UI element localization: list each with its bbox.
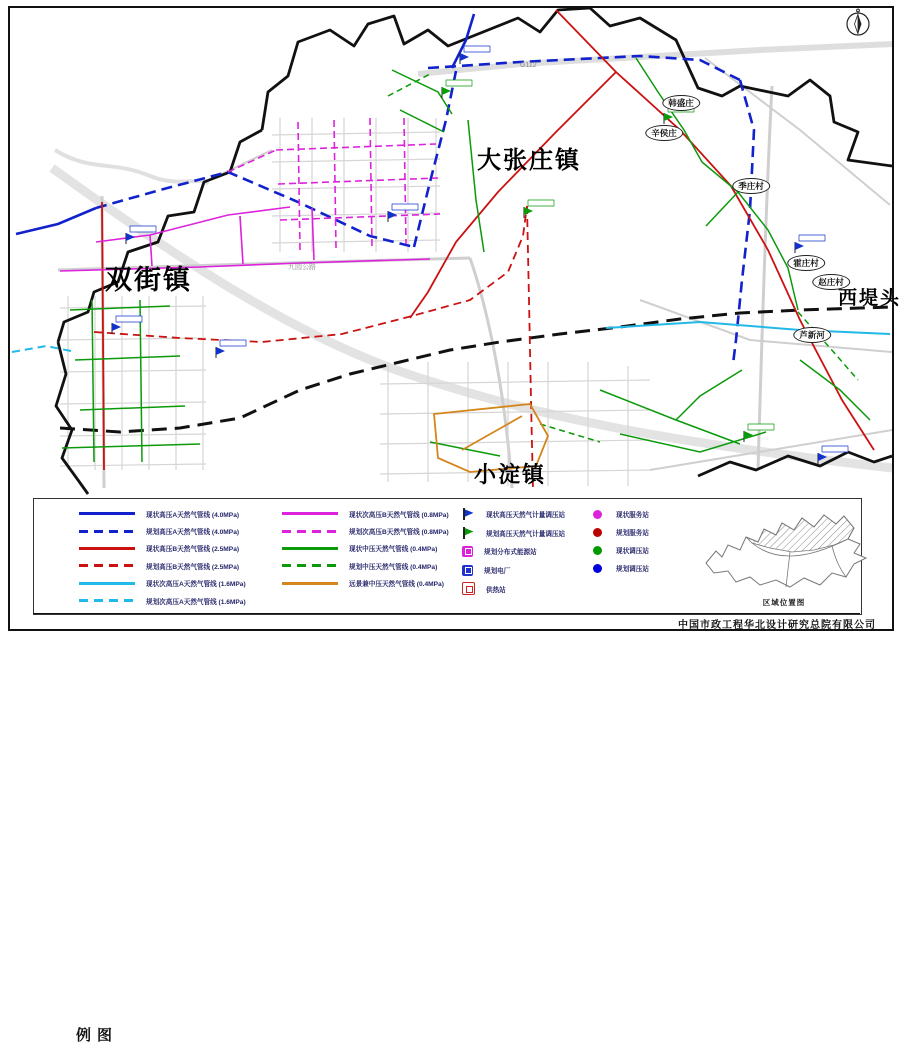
- legend-label: 规划高压天然气计量调压站: [486, 530, 566, 538]
- legend-label: 规划次高压B天然气管线 (0.8MPa): [349, 529, 449, 537]
- legend-label: 供热站: [486, 586, 506, 594]
- legend-label: 规划中压天然气管线 (0.4MPa): [349, 563, 438, 571]
- legend-title: 图例: [74, 1027, 112, 1046]
- village-label: 霍庄村: [787, 255, 825, 271]
- village-label: 季庄村: [732, 178, 770, 194]
- town-label: 小淀镇: [474, 462, 547, 487]
- town-label: 大张庄镇: [477, 147, 581, 174]
- design-institute-name: 中国市政工程华北设计研究总院有限公司: [678, 620, 876, 631]
- legend-label: 远景兼中压天然气管线 (0.4MPa): [349, 581, 444, 589]
- village-label: 辛侯庄: [645, 125, 683, 141]
- legend-label: 现状服务站: [616, 512, 649, 519]
- village-label: 韩盛庄: [662, 95, 700, 111]
- legend-label: 现状中压天然气管线 (0.4MPa): [349, 546, 438, 554]
- village-label: 芦新河: [793, 327, 831, 343]
- legend-label: 规划电厂: [484, 568, 511, 576]
- legend-label: 规划次高压A天然气管线 (1.6MPa): [146, 598, 246, 606]
- inset-caption: 区域位置图: [762, 598, 806, 607]
- legend-label: 现状次高压A天然气管线 (1.6MPa): [146, 581, 246, 589]
- road-label: G112: [520, 62, 537, 69]
- legend-label: 现状高压天然气计量调压站: [486, 512, 566, 520]
- legend-label: 现状高压B天然气管线 (2.5MPa): [146, 546, 240, 554]
- town-label: 双街镇: [105, 265, 192, 295]
- road-label: 九园公路: [288, 264, 316, 271]
- legend-label: 规划调压站: [616, 566, 649, 573]
- legend-label: 现状高压A天然气管线 (4.0MPa): [146, 511, 240, 519]
- legend-label: 规划高压A天然气管线 (4.0MPa): [146, 529, 240, 537]
- village-label: 赵庄村: [812, 274, 850, 290]
- legend-label: 现状次高压B天然气管线 (0.8MPa): [349, 511, 449, 519]
- legend-label: 规划分布式能源站: [484, 549, 537, 557]
- sheet-border: [8, 6, 894, 631]
- town-label: 西堤头: [838, 288, 901, 309]
- legend-label: 现状调压站: [616, 548, 649, 555]
- legend-label: 规划服务站: [616, 530, 649, 537]
- legend-label: 规划高压B天然气管线 (2.5MPa): [146, 563, 240, 571]
